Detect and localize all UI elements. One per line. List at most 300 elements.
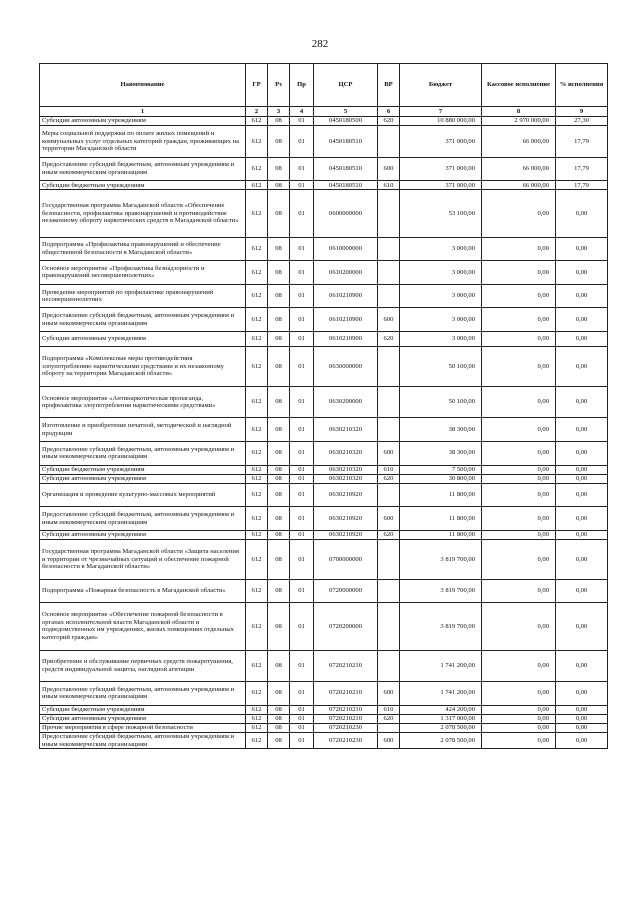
row-csr: 0720210210 <box>314 681 378 705</box>
row-pr: 01 <box>290 157 314 181</box>
row-vr: 600 <box>378 308 400 332</box>
row-cash: 0,00 <box>482 603 556 650</box>
row-pr: 01 <box>290 181 314 190</box>
row-vr: 610 <box>378 705 400 714</box>
row-rz: 08 <box>268 681 290 705</box>
row-cash: 66 000,00 <box>482 126 556 157</box>
row-gr: 612 <box>246 723 268 732</box>
row-budget: 10 880 000,00 <box>400 117 482 126</box>
row-vr <box>378 261 400 285</box>
row-pct: 0,00 <box>556 237 608 261</box>
row-pr: 01 <box>290 714 314 723</box>
row-name: Предоставление субсидий бюджетным, автономным учреждениям и иным некоммерческим организациям <box>40 441 246 465</box>
row-name: Проведение мероприятий по профилактике правонарушений несовершеннолетних <box>40 284 246 308</box>
row-rz: 08 <box>268 117 290 126</box>
row-cash: 0,00 <box>482 331 556 347</box>
row-pct: 0,00 <box>556 483 608 507</box>
row-pct: 0,00 <box>556 347 608 387</box>
row-budget: 371 000,00 <box>400 126 482 157</box>
row-name: Государственная программа Магаданской области «Защита населения и территории от чрезвычайных ситуаций и обеспечение пожарной безопасности в Магаданской области» <box>40 540 246 580</box>
row-pr: 01 <box>290 705 314 714</box>
row-gr: 612 <box>246 483 268 507</box>
table-row <box>40 284 608 308</box>
row-name: Субсидии бюджетным учреждениям <box>40 705 246 714</box>
row-pr: 01 <box>290 237 314 261</box>
row-pr: 01 <box>290 117 314 126</box>
col-number: 9 <box>556 107 608 117</box>
row-name: Меры социальной поддержки по оплате жилых помещений и коммунальных услуг отдельных категорий граждан, проживающих на территории Магаданской области <box>40 126 246 157</box>
col-number: 2 <box>246 107 268 117</box>
row-rz: 08 <box>268 507 290 531</box>
table-row <box>40 465 608 474</box>
row-pct: 0,00 <box>556 308 608 332</box>
row-gr: 612 <box>246 308 268 332</box>
row-pr: 01 <box>290 261 314 285</box>
row-rz: 08 <box>268 237 290 261</box>
row-gr: 612 <box>246 733 268 749</box>
row-cash: 0,00 <box>482 386 556 417</box>
row-pr: 01 <box>290 507 314 531</box>
row-cash: 0,00 <box>482 418 556 442</box>
row-gr: 612 <box>246 650 268 681</box>
row-name: Субсидии автономным учреждениям <box>40 117 246 126</box>
row-pct: 0,00 <box>556 474 608 483</box>
row-pct: 0,00 <box>556 284 608 308</box>
row-csr: 0720200000 <box>314 603 378 650</box>
row-pr: 01 <box>290 418 314 442</box>
row-csr: 0610210900 <box>314 308 378 332</box>
row-name: Субсидии автономным учреждениям <box>40 474 246 483</box>
table-row <box>40 540 608 580</box>
row-cash: 0,00 <box>482 579 556 603</box>
row-rz: 08 <box>268 331 290 347</box>
row-vr <box>378 579 400 603</box>
table-row <box>40 347 608 387</box>
table-row <box>40 603 608 650</box>
row-vr: 620 <box>378 714 400 723</box>
col-header-budget: Бюджет <box>400 64 482 107</box>
row-csr: 0720210230 <box>314 733 378 749</box>
row-pct: 0,00 <box>556 733 608 749</box>
row-csr: 0630210320 <box>314 441 378 465</box>
row-name: Подпрограмма «Профилактика правонарушений и обеспечение общественной безопасности в Магаданской области» <box>40 237 246 261</box>
table-row <box>40 157 608 181</box>
row-rz: 08 <box>268 465 290 474</box>
row-gr: 612 <box>246 386 268 417</box>
row-pr: 01 <box>290 190 314 237</box>
row-gr: 612 <box>246 331 268 347</box>
row-csr: 0450180510 <box>314 181 378 190</box>
row-cash: 0,00 <box>482 540 556 580</box>
row-budget: 2 078 500,00 <box>400 733 482 749</box>
row-budget: 3 000,00 <box>400 237 482 261</box>
row-pct: 17,79 <box>556 181 608 190</box>
row-cash: 0,00 <box>482 507 556 531</box>
row-csr: 0720210210 <box>314 714 378 723</box>
row-rz: 08 <box>268 474 290 483</box>
row-gr: 612 <box>246 441 268 465</box>
row-vr: 620 <box>378 331 400 347</box>
row-budget: 50 100,00 <box>400 386 482 417</box>
row-budget: 2 078 500,00 <box>400 723 482 732</box>
row-cash: 0,00 <box>482 723 556 732</box>
col-number: 7 <box>400 107 482 117</box>
row-csr: 0630210320 <box>314 465 378 474</box>
row-name: Субсидии бюджетным учреждениям <box>40 465 246 474</box>
row-vr <box>378 723 400 732</box>
row-gr: 612 <box>246 531 268 540</box>
col-number: 3 <box>268 107 290 117</box>
row-budget: 3 000,00 <box>400 331 482 347</box>
row-gr: 612 <box>246 465 268 474</box>
row-csr: 0720210210 <box>314 650 378 681</box>
row-cash: 66 000,00 <box>482 157 556 181</box>
row-cash: 0,00 <box>482 284 556 308</box>
row-pr: 01 <box>290 483 314 507</box>
table-row <box>40 483 608 507</box>
row-name: Предоставление субсидий бюджетным, автономным учреждениям и иным некоммерческим организациям <box>40 733 246 749</box>
row-budget: 38 300,00 <box>400 441 482 465</box>
table-row <box>40 507 608 531</box>
row-cash: 0,00 <box>482 531 556 540</box>
row-csr: 0630210920 <box>314 483 378 507</box>
col-header-cash: Кассовое исполнение <box>482 64 556 107</box>
row-rz: 08 <box>268 441 290 465</box>
row-rz: 08 <box>268 157 290 181</box>
row-vr <box>378 540 400 580</box>
col-header-csr: ЦСР <box>314 64 378 107</box>
row-rz: 08 <box>268 284 290 308</box>
row-csr: 0450180510 <box>314 157 378 181</box>
row-budget: 3 000,00 <box>400 284 482 308</box>
row-csr: 0700000000 <box>314 540 378 580</box>
row-pct: 0,00 <box>556 723 608 732</box>
row-cash: 0,00 <box>482 474 556 483</box>
row-vr <box>378 418 400 442</box>
row-rz: 08 <box>268 483 290 507</box>
row-name: Субсидии бюджетным учреждениям <box>40 181 246 190</box>
col-header-pct: % исполнения <box>556 64 608 107</box>
row-pct: 0,00 <box>556 531 608 540</box>
row-pr: 01 <box>290 386 314 417</box>
row-budget: 1 741 200,00 <box>400 681 482 705</box>
row-pct: 0,00 <box>556 603 608 650</box>
row-pct: 0,00 <box>556 190 608 237</box>
col-header-gr: ГР <box>246 64 268 107</box>
col-header-vr: ВР <box>378 64 400 107</box>
row-gr: 612 <box>246 261 268 285</box>
row-pr: 01 <box>290 331 314 347</box>
row-budget: 7 500,00 <box>400 465 482 474</box>
row-cash: 0,00 <box>482 465 556 474</box>
row-rz: 08 <box>268 531 290 540</box>
table-row <box>40 261 608 285</box>
row-name: Субсидии автономным учреждениям <box>40 714 246 723</box>
table-row <box>40 441 608 465</box>
table-row <box>40 650 608 681</box>
table-row <box>40 681 608 705</box>
row-budget: 30 800,00 <box>400 474 482 483</box>
row-rz: 08 <box>268 733 290 749</box>
table-row <box>40 386 608 417</box>
row-gr: 612 <box>246 540 268 580</box>
table-row <box>40 733 608 749</box>
row-pr: 01 <box>290 126 314 157</box>
row-gr: 612 <box>246 117 268 126</box>
row-csr: 0450180510 <box>314 126 378 157</box>
row-name: Основное мероприятие «Профилактика безнадзорности и правонарушений несовершеннолетних» <box>40 261 246 285</box>
row-vr <box>378 386 400 417</box>
row-csr: 0450180500 <box>314 117 378 126</box>
row-rz: 08 <box>268 714 290 723</box>
row-gr: 612 <box>246 237 268 261</box>
row-pct: 0,00 <box>556 418 608 442</box>
row-name: Предоставление субсидий бюджетным, автономным учреждениям и иным некоммерческим организациям <box>40 681 246 705</box>
row-budget: 53 100,00 <box>400 190 482 237</box>
row-gr: 612 <box>246 190 268 237</box>
row-cash: 0,00 <box>482 681 556 705</box>
row-budget: 1 741 200,00 <box>400 650 482 681</box>
row-cash: 0,00 <box>482 705 556 714</box>
row-name: Предоставление субсидий бюджетным, автономным учреждениям и иным некоммерческим организациям <box>40 308 246 332</box>
row-name: Основное мероприятие «Антинаркотическая пропаганда, профилактика злоупотребления наркотическими средствами» <box>40 386 246 417</box>
row-gr: 612 <box>246 181 268 190</box>
row-csr: 0630210320 <box>314 474 378 483</box>
table-row <box>40 705 608 714</box>
row-budget: 11 800,00 <box>400 531 482 540</box>
row-cash: 0,00 <box>482 483 556 507</box>
row-cash: 0,00 <box>482 650 556 681</box>
row-vr <box>378 347 400 387</box>
column-number-row <box>40 107 608 117</box>
row-budget: 50 100,00 <box>400 347 482 387</box>
table-row <box>40 531 608 540</box>
row-name: Государственная программа Магаданской области «Обеспечение безопасности, профилактика правонарушений и противодействие незаконному обороту наркотических средств в Магаданской области» <box>40 190 246 237</box>
row-vr <box>378 190 400 237</box>
row-rz: 08 <box>268 705 290 714</box>
row-gr: 612 <box>246 714 268 723</box>
row-csr: 0630210920 <box>314 531 378 540</box>
row-cash: 0,00 <box>482 308 556 332</box>
row-budget: 11 800,00 <box>400 507 482 531</box>
row-pct: 0,00 <box>556 579 608 603</box>
row-csr: 0630000000 <box>314 347 378 387</box>
table-row <box>40 474 608 483</box>
col-header-rz: Рз <box>268 64 290 107</box>
row-rz: 08 <box>268 190 290 237</box>
row-name: Предоставление субсидий бюджетным, автономным учреждениям и иным некоммерческим организациям <box>40 157 246 181</box>
row-pr: 01 <box>290 474 314 483</box>
row-csr: 0600000000 <box>314 190 378 237</box>
row-vr: 600 <box>378 507 400 531</box>
row-pct: 0,00 <box>556 331 608 347</box>
budget-table <box>39 63 608 749</box>
row-budget: 424 200,00 <box>400 705 482 714</box>
row-gr: 612 <box>246 705 268 714</box>
row-name: Приобретение и обслуживание первичных средств пожаротушения, средств индивидуальной защиты, наглядной агитации <box>40 650 246 681</box>
row-vr: 600 <box>378 733 400 749</box>
table-row <box>40 308 608 332</box>
row-rz: 08 <box>268 126 290 157</box>
row-csr: 0610000000 <box>314 237 378 261</box>
row-csr: 0610200000 <box>314 261 378 285</box>
row-rz: 08 <box>268 723 290 732</box>
row-cash: 0,00 <box>482 347 556 387</box>
row-csr: 0630200000 <box>314 386 378 417</box>
row-cash: 0,00 <box>482 441 556 465</box>
table-row <box>40 714 608 723</box>
row-csr: 0610210900 <box>314 284 378 308</box>
row-vr: 610 <box>378 181 400 190</box>
row-csr: 0630210920 <box>314 507 378 531</box>
row-budget: 3 819 700,00 <box>400 603 482 650</box>
row-rz: 08 <box>268 603 290 650</box>
row-cash: 2 970 000,00 <box>482 117 556 126</box>
row-csr: 0610210900 <box>314 331 378 347</box>
row-cash: 0,00 <box>482 190 556 237</box>
table-row <box>40 418 608 442</box>
header-row <box>40 64 608 107</box>
row-name: Субсидии автономным учреждениям <box>40 331 246 347</box>
row-rz: 08 <box>268 308 290 332</box>
row-vr <box>378 126 400 157</box>
table-row <box>40 579 608 603</box>
row-pct: 0,00 <box>556 465 608 474</box>
row-pct: 0,00 <box>556 650 608 681</box>
row-rz: 08 <box>268 418 290 442</box>
row-pr: 01 <box>290 723 314 732</box>
row-budget: 3 819 700,00 <box>400 579 482 603</box>
row-pr: 01 <box>290 347 314 387</box>
row-gr: 612 <box>246 126 268 157</box>
row-pr: 01 <box>290 650 314 681</box>
row-rz: 08 <box>268 261 290 285</box>
row-csr: 0720210230 <box>314 723 378 732</box>
table-row <box>40 723 608 732</box>
row-name: Подпрограмма «Пожарная безопасность в Магаданской области» <box>40 579 246 603</box>
row-gr: 612 <box>246 579 268 603</box>
col-number: 6 <box>378 107 400 117</box>
row-pct: 0,00 <box>556 714 608 723</box>
row-pct: 27,30 <box>556 117 608 126</box>
row-cash: 0,00 <box>482 714 556 723</box>
col-number: 5 <box>314 107 378 117</box>
row-pct: 0,00 <box>556 540 608 580</box>
row-rz: 08 <box>268 650 290 681</box>
row-budget: 11 800,00 <box>400 483 482 507</box>
row-gr: 612 <box>246 603 268 650</box>
row-gr: 612 <box>246 474 268 483</box>
row-cash: 0,00 <box>482 733 556 749</box>
row-vr <box>378 650 400 681</box>
row-vr: 600 <box>378 441 400 465</box>
table-row <box>40 237 608 261</box>
row-vr <box>378 483 400 507</box>
row-cash: 0,00 <box>482 237 556 261</box>
row-pct: 0,00 <box>556 507 608 531</box>
row-csr: 0630210320 <box>314 418 378 442</box>
row-pr: 01 <box>290 531 314 540</box>
row-gr: 612 <box>246 284 268 308</box>
row-name: Изготовление и приобретение печатной, методической и наглядной продукции <box>40 418 246 442</box>
col-number: 8 <box>482 107 556 117</box>
row-name: Субсидии автономным учреждениям <box>40 531 246 540</box>
row-rz: 08 <box>268 540 290 580</box>
table-row <box>40 331 608 347</box>
row-vr <box>378 284 400 308</box>
row-budget: 3 000,00 <box>400 261 482 285</box>
row-vr <box>378 603 400 650</box>
col-header-name: Наименование <box>40 64 246 107</box>
row-csr: 0720210210 <box>314 705 378 714</box>
row-pct: 0,00 <box>556 386 608 417</box>
col-number: 1 <box>40 107 246 117</box>
row-pct: 0,00 <box>556 705 608 714</box>
row-rz: 08 <box>268 181 290 190</box>
table-row <box>40 126 608 157</box>
row-vr: 600 <box>378 157 400 181</box>
row-pr: 01 <box>290 579 314 603</box>
row-pct: 0,00 <box>556 261 608 285</box>
row-cash: 66 000,00 <box>482 181 556 190</box>
row-budget: 371 000,00 <box>400 181 482 190</box>
row-gr: 612 <box>246 681 268 705</box>
row-gr: 612 <box>246 347 268 387</box>
row-csr: 0720000000 <box>314 579 378 603</box>
row-name: Предоставление субсидий бюджетным, автономным учреждениям и иным некоммерческим организациям <box>40 507 246 531</box>
row-rz: 08 <box>268 347 290 387</box>
row-cash: 0,00 <box>482 261 556 285</box>
row-budget: 3 000,00 <box>400 308 482 332</box>
table-body <box>40 117 608 749</box>
row-rz: 08 <box>268 579 290 603</box>
row-name: Прочие мероприятия в сфере пожарной безопасности <box>40 723 246 732</box>
row-pct: 0,00 <box>556 441 608 465</box>
row-pct: 0,00 <box>556 681 608 705</box>
row-pr: 01 <box>290 540 314 580</box>
row-name: Подпрограмма «Комплексные меры противодействия злоупотреблению наркотическими средствами и их незаконному обороту на территории Магаданской области» <box>40 347 246 387</box>
row-vr: 610 <box>378 465 400 474</box>
row-vr <box>378 237 400 261</box>
page-number: 282 <box>311 38 329 50</box>
row-vr: 620 <box>378 117 400 126</box>
row-pr: 01 <box>290 308 314 332</box>
row-vr: 620 <box>378 531 400 540</box>
table-row <box>40 117 608 126</box>
row-budget: 3 819 700,00 <box>400 540 482 580</box>
row-pr: 01 <box>290 284 314 308</box>
row-gr: 612 <box>246 157 268 181</box>
row-pr: 01 <box>290 603 314 650</box>
col-header-pr: Пр <box>290 64 314 107</box>
row-name: Основное мероприятие «Обеспечение пожарной безопасности в органах исполнительной власти Магаданской области и подведомственных им учреждениях, жилых помещениях отдельных категорий граждан» <box>40 603 246 650</box>
row-vr: 620 <box>378 474 400 483</box>
row-vr: 600 <box>378 681 400 705</box>
row-pr: 01 <box>290 441 314 465</box>
col-number: 4 <box>290 107 314 117</box>
table-row <box>40 181 608 190</box>
row-budget: 38 300,00 <box>400 418 482 442</box>
row-pct: 17,79 <box>556 126 608 157</box>
row-budget: 371 000,00 <box>400 157 482 181</box>
row-pr: 01 <box>290 733 314 749</box>
row-name: Организация и проведение культурно-массовых мероприятий <box>40 483 246 507</box>
table-row <box>40 190 608 237</box>
row-gr: 612 <box>246 507 268 531</box>
row-pr: 01 <box>290 681 314 705</box>
row-rz: 08 <box>268 386 290 417</box>
row-pct: 17,79 <box>556 157 608 181</box>
